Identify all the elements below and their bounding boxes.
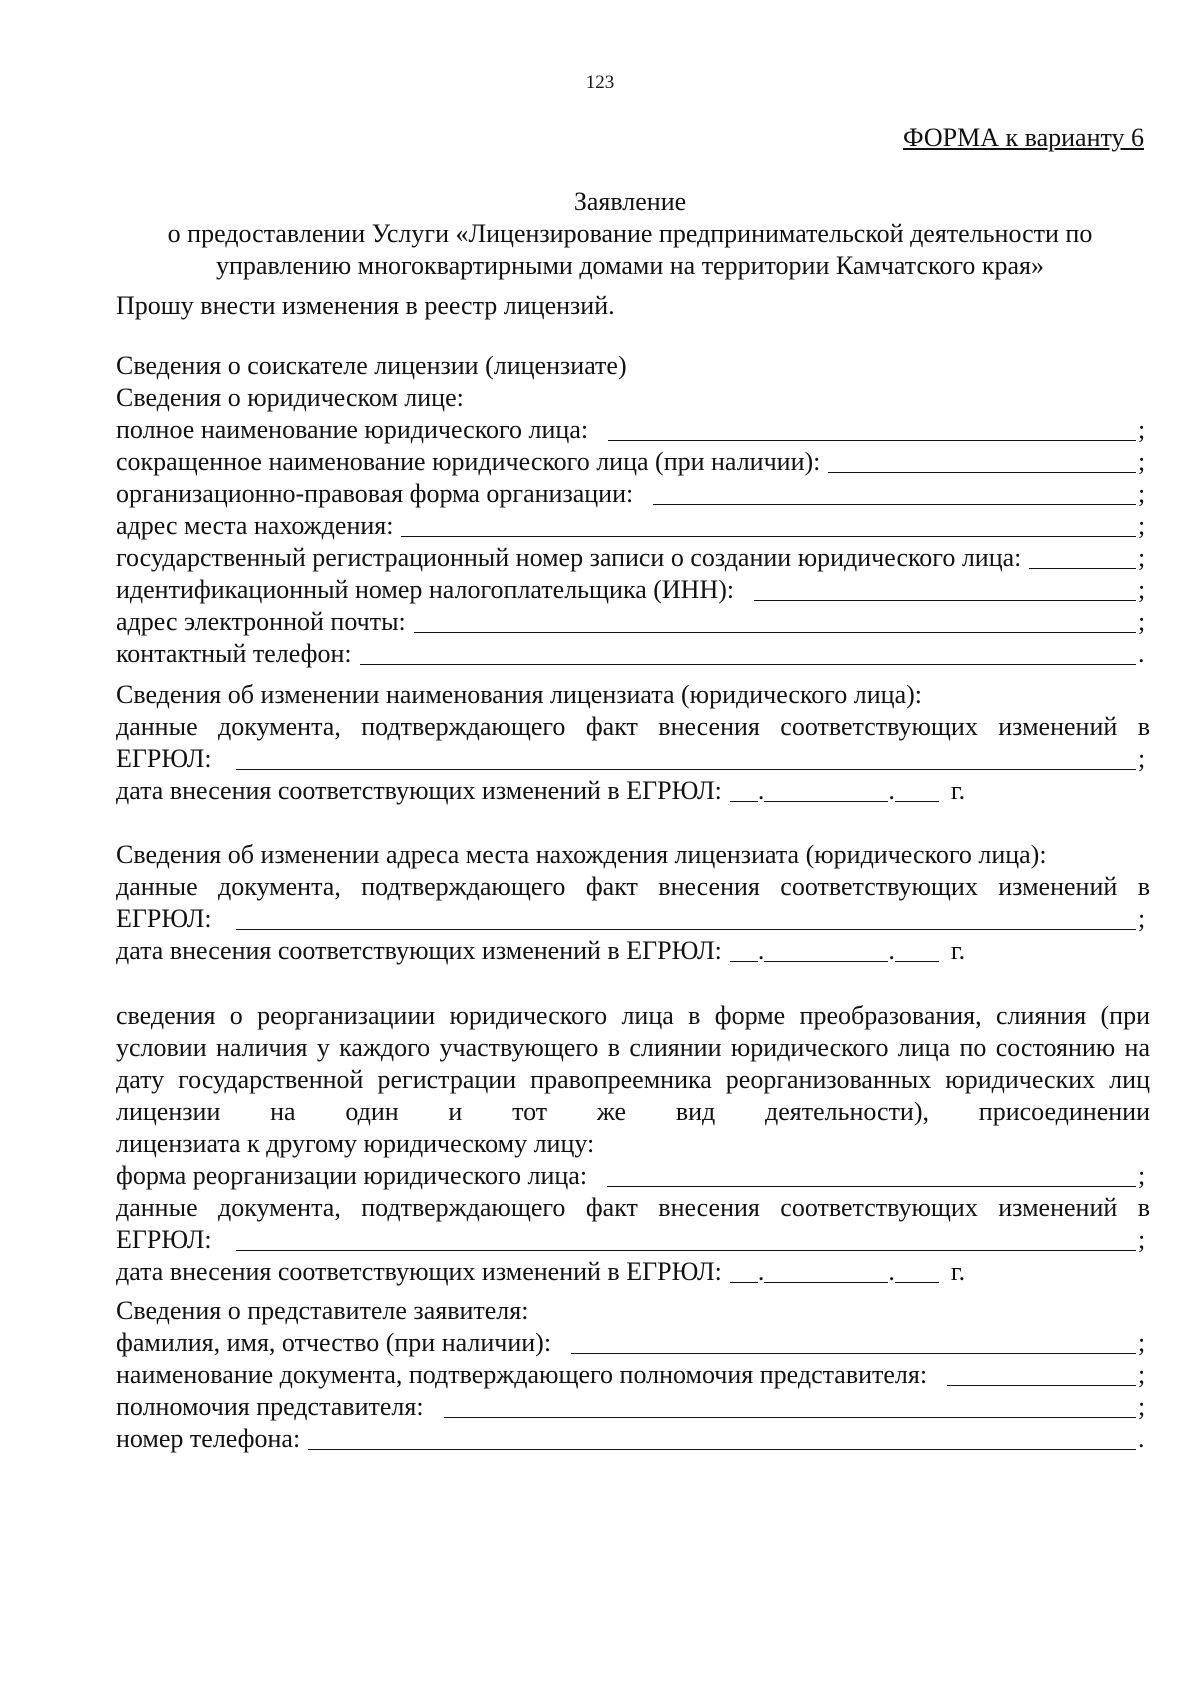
representative-section <box>116 1295 1150 1455</box>
name-change-egrul-blank[interactable] <box>236 745 1136 770</box>
address-change-month-blank[interactable] <box>764 937 888 962</box>
address-blank[interactable] <box>401 512 1136 537</box>
rep-authority-blank[interactable] <box>444 1393 1136 1418</box>
name-change-section <box>116 679 1150 807</box>
reorganization-doc-text: данные документа, подтверждающего факт внесения соответствующих изменений в <box>116 1193 1150 1222</box>
reorganization-egrul-blank[interactable] <box>236 1226 1136 1251</box>
address-change-day-blank[interactable] <box>730 937 758 962</box>
request-statement: Прошу внести изменения в реестр лицензий. <box>116 291 615 320</box>
reorganization-paragraph: сведения о реорганизациии юридического лица в форме преобразования, слияния (при условии наличия у каждого участвующего в слиянии юридического лица по состоянию на дату государственной регистрации правопреемника реорганизованных юридических лиц лицензии на один и тот же вид деятельности), присоединении лицензиата к другому юридическому лицу: <box>116 1001 1150 1158</box>
address-change-egrul: ЕГРЮЛ: ; <box>116 904 1146 933</box>
short-name-blank[interactable] <box>828 448 1136 473</box>
field-ogrn: государственный регистрационный номер записи о создании юридического лица: ; <box>116 543 1146 572</box>
reorganization-month-blank[interactable] <box>764 1258 888 1283</box>
document-title <box>110 186 1150 282</box>
title-line-1: Заявление <box>573 187 687 216</box>
inn-blank[interactable] <box>754 576 1136 601</box>
rep-name-blank[interactable] <box>571 1329 1136 1354</box>
field-rep-phone: номер телефона: . <box>116 1424 1145 1453</box>
address-change-heading: Сведения об изменении адреса места нахождения лицензиата (юридического лица): <box>116 840 1047 869</box>
name-change-month-blank[interactable] <box>764 777 888 802</box>
name-change-date: дата внесения соответствующих изменений в ЕГРЮЛ: . . г. <box>116 776 966 805</box>
reorganization-form-blank[interactable] <box>607 1162 1136 1187</box>
applicant-subheading: Сведения о юридическом лице: <box>116 383 464 412</box>
field-legal-form: организационно-правовая форма организации: ; <box>116 479 1146 508</box>
field-full-name: полное наименование юридического лица: ; <box>116 415 1146 444</box>
rep-phone-blank[interactable] <box>308 1425 1136 1450</box>
address-change-section <box>116 839 1150 967</box>
address-change-year-blank[interactable] <box>895 937 939 962</box>
field-inn: идентификационный номер налогоплательщика (ИНН): ; <box>116 575 1146 604</box>
address-change-doc-text: данные документа, подтверждающего факт внесения соответствующих изменений в <box>116 872 1150 901</box>
reorganization-egrul: ЕГРЮЛ: ; <box>116 1225 1146 1254</box>
applicant-section <box>116 350 1150 670</box>
name-change-year-blank[interactable] <box>895 777 939 802</box>
title-line-2: о предоставлении Услуги «Лицензирование предпринимательской деятельности по <box>167 219 1093 248</box>
phone-blank[interactable] <box>360 640 1136 665</box>
field-rep-document: наименование документа, подтверждающего полномочия представителя: ; <box>116 1360 1146 1389</box>
ogrn-blank[interactable] <box>1029 544 1136 569</box>
reorganization-date: дата внесения соответствующих изменений в ЕГРЮЛ: . . г. <box>116 1257 966 1286</box>
field-address: адрес места нахождения: ; <box>116 511 1146 540</box>
reorganization-section <box>116 1000 1150 1288</box>
full-name-blank[interactable] <box>608 416 1136 441</box>
applicant-heading: Сведения о соискателе лицензии (лицензиате) <box>116 351 627 380</box>
reorganization-form: форма реорганизации юридического лица: ; <box>116 1161 1146 1190</box>
title-line-3: управлению многоквартирными домами на территории Камчатского края» <box>216 251 1044 280</box>
address-change-date: дата внесения соответствующих изменений в ЕГРЮЛ: . . г. <box>116 936 966 965</box>
field-phone: контактный телефон: . <box>116 639 1145 668</box>
field-email: адрес электронной почты: ; <box>116 607 1146 636</box>
form-reference: ФОРМА к варианту 6 <box>903 123 1144 152</box>
field-rep-name: фамилия, имя, отчество (при наличии): ; <box>116 1328 1146 1357</box>
name-change-day-blank[interactable] <box>730 777 758 802</box>
address-change-egrul-blank[interactable] <box>236 905 1136 930</box>
rep-document-blank[interactable] <box>947 1361 1136 1386</box>
reorganization-day-blank[interactable] <box>730 1258 758 1283</box>
name-change-doc-text: данные документа, подтверждающего факт внесения соответствующих изменений в <box>116 712 1150 741</box>
representative-heading: Сведения о представителе заявителя: <box>116 1296 529 1325</box>
name-change-heading: Сведения об изменении наименования лицензиата (юридического лица): <box>116 680 923 709</box>
field-rep-authority: полномочия представителя: ; <box>116 1392 1146 1421</box>
page-number: 123 <box>585 72 615 93</box>
legal-form-blank[interactable] <box>653 480 1136 505</box>
reorganization-year-blank[interactable] <box>895 1258 939 1283</box>
field-short-name: сокращенное наименование юридического лица (при наличии): ; <box>116 447 1146 476</box>
email-blank[interactable] <box>414 608 1136 633</box>
name-change-egrul: ЕГРЮЛ: ; <box>116 744 1146 773</box>
